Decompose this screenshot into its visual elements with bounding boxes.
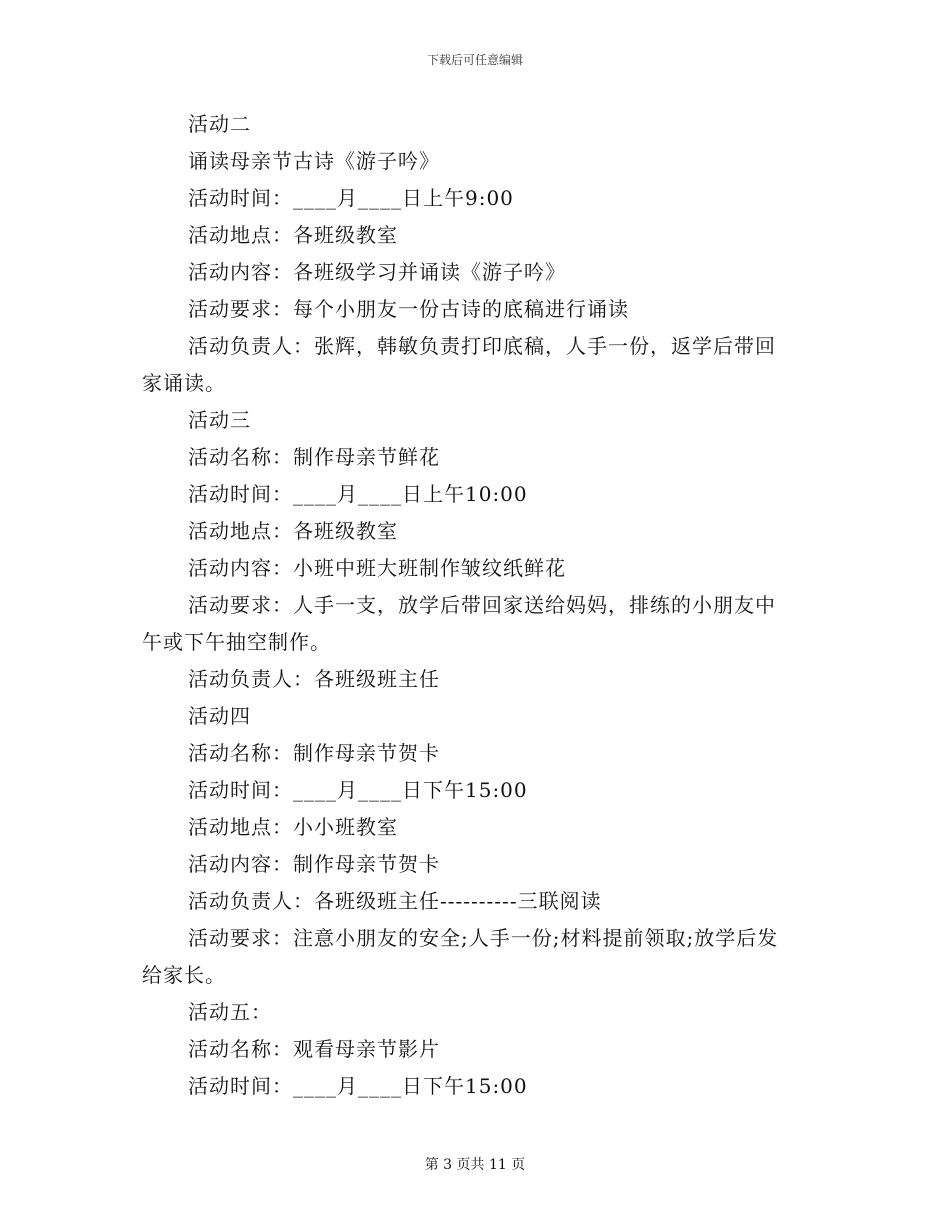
paragraph-line: 活动内容：各班级学习并诵读《游子吟》 <box>188 260 566 284</box>
paragraph-line: 活动三 <box>188 408 251 432</box>
paragraph-line: 活动地点：各班级教室 <box>188 223 398 247</box>
paragraph-line: 活动名称：制作母亲节贺卡 <box>188 741 440 765</box>
paragraph-line: 活动时间：____月____日下午15:00 <box>188 778 528 802</box>
paragraph-line: 活动地点：各班级教室 <box>188 519 398 543</box>
paragraph-line: 活动内容：小班中班大班制作皱纹纸鲜花 <box>188 556 566 580</box>
paragraph-line: 活动负责人：张辉，韩敏负责打印底稿，人手一份，返学后带回 <box>188 334 776 358</box>
paragraph-line: 活动四 <box>188 704 251 728</box>
paragraph-line: 活动要求：每个小朋友一份古诗的底稿进行诵读 <box>188 297 629 321</box>
document-body <box>142 106 810 1105</box>
paragraph-line: 家诵读。 <box>142 371 226 395</box>
paragraph-line: 活动时间：____月____日上午10:00 <box>188 482 528 506</box>
paragraph-line: 活动要求：注意小朋友的安全;人手一份;材料提前领取;放学后发 <box>188 926 779 950</box>
paragraph-line: 活动要求：人手一支，放学后带回家送给妈妈，排练的小朋友中 <box>188 593 776 617</box>
page-footer: 第 3 页共 11 页 <box>424 1157 526 1173</box>
paragraph-line: 给家长。 <box>142 963 226 987</box>
page-header: 下载后可任意编辑 <box>426 53 523 67</box>
paragraph-line: 活动二 <box>188 112 251 136</box>
paragraph-line: 活动名称：制作母亲节鲜花 <box>188 445 440 469</box>
paragraph-line: 活动负责人：各班级班主任----------三联阅读 <box>188 889 602 913</box>
paragraph-line: 活动名称：观看母亲节影片 <box>188 1037 440 1061</box>
paragraph-line: 活动五： <box>188 1000 272 1024</box>
paragraph-line: 活动时间：____月____日下午15:00 <box>188 1074 528 1098</box>
paragraph-line: 活动内容：制作母亲节贺卡 <box>188 852 440 876</box>
paragraph-line: 午或下午抽空制作。 <box>142 630 331 654</box>
paragraph-line: 活动地点：小小班教室 <box>188 815 398 839</box>
paragraph-line: 诵读母亲节古诗《游子吟》 <box>188 149 440 173</box>
paragraph-line: 活动时间：____月____日上午9:00 <box>188 186 514 210</box>
paragraph-line: 活动负责人：各班级班主任 <box>188 667 440 691</box>
